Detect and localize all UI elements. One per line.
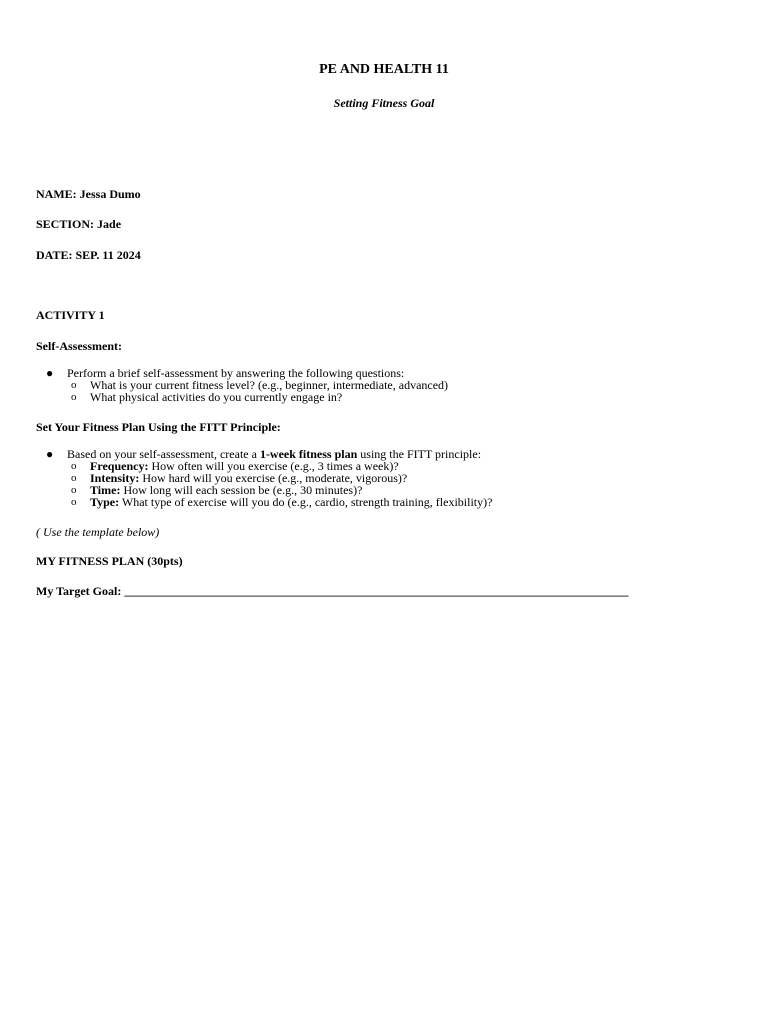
self-assessment-bullet: Perform a brief self-assessment by answering the following questions: — [67, 366, 405, 380]
fitt-item-term: Type: — [90, 495, 120, 509]
activity-heading: ACTIVITY 1 — [36, 308, 105, 322]
bullet-icon: ● — [46, 447, 54, 461]
sub-bullet-icon: o — [71, 391, 77, 403]
self-assessment-item: What physical activities do you currently engage in? — [90, 390, 343, 404]
sub-bullet-icon: o — [71, 379, 77, 391]
fitt-bullet-text: Based on your self-assessment, create a — [67, 447, 260, 461]
fitt-item-type — [90, 496, 492, 508]
self-assessment-heading: Self-Assessment: — [36, 339, 122, 353]
date-label: DATE: — [36, 248, 73, 262]
fitt-bullet-text: using the FITT principle: — [357, 447, 482, 461]
section-line — [36, 217, 121, 231]
fitt-bullet-emphasis: 1-week fitness plan — [259, 447, 358, 461]
document-subtitle: Setting Fitness Goal — [333, 96, 435, 110]
target-goal-blank[interactable]: ____________________________________________________________________________________ — [124, 584, 629, 598]
fitt-item-text: How often will you exercise (e.g., 3 times a week)? — [148, 459, 399, 473]
date-value: SEP. 11 2024 — [75, 248, 141, 262]
target-goal-line — [36, 584, 628, 598]
template-note: ( Use the template below) — [36, 525, 160, 539]
fitt-item-text: How long will each session be (e.g., 30 minutes)? — [120, 483, 363, 497]
sub-bullet-icon: o — [71, 484, 77, 496]
date-line — [36, 248, 141, 262]
fitt-item-text: How hard will you exercise (e.g., moderate, vigorous)? — [139, 471, 408, 485]
name-line — [36, 187, 141, 201]
sub-bullet-icon: o — [71, 472, 77, 484]
section-value: Jade — [97, 217, 122, 231]
fitt-item-text: What type of exercise will you do (e.g., cardio, strength training, flexibility)? — [119, 495, 493, 509]
name-value: Jessa Dumo — [79, 187, 141, 201]
fitt-item-term: Time: — [90, 483, 121, 497]
sub-bullet-icon: o — [71, 496, 77, 508]
fitt-heading: Set Your Fitness Plan Using the FITT Principle: — [36, 420, 281, 434]
fitt-item-term: Frequency: — [90, 459, 149, 473]
fitness-plan-heading: MY FITNESS PLAN (30pts) — [36, 554, 183, 568]
name-label: NAME: — [36, 187, 77, 201]
target-goal-label: My Target Goal: — [36, 584, 125, 598]
document-title: PE AND HEALTH 11 — [319, 62, 449, 77]
sub-bullet-icon: o — [71, 460, 77, 472]
bullet-icon: ● — [46, 366, 54, 380]
section-label: SECTION: — [36, 217, 95, 231]
self-assessment-item: What is your current fitness level? (e.g., beginner, intermediate, advanced) — [90, 378, 449, 392]
fitt-item-term: Intensity: — [90, 471, 140, 485]
